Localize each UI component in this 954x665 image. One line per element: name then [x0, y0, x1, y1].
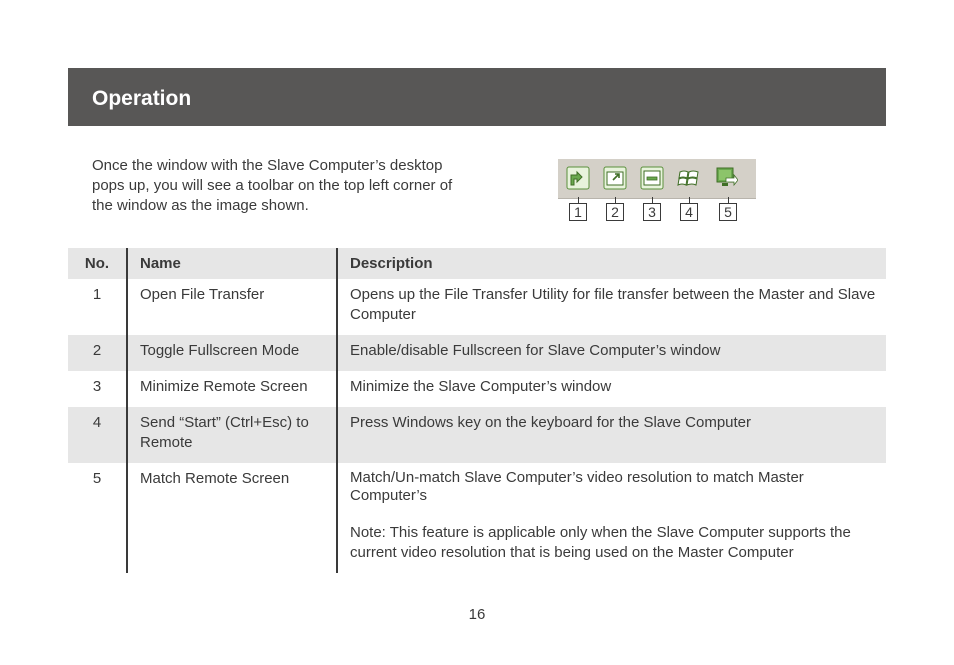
intro-paragraph: Once the window with the Slave Computer’s desktop pops up, you will see a toolbar on the top left corner of the window as the image shown. — [92, 157, 453, 214]
table-row — [68, 463, 886, 573]
callout-number: 3 — [643, 203, 661, 221]
row-number: 5 — [92, 470, 102, 487]
row-description: Match/Un-match Slave Computer’s video resolution to match Master Computer’s — [350, 469, 804, 504]
row-description: Enable/disable Fullscreen for Slave Computer’s window — [337, 335, 886, 371]
row-description: Press Windows key on the keyboard for the Slave Computer — [337, 407, 886, 463]
page-number: 16 — [468, 606, 486, 623]
row-description-cell — [337, 463, 886, 573]
table-row — [68, 279, 886, 335]
header-no: No. — [68, 248, 127, 279]
table-row — [68, 407, 886, 463]
row-name: Send “Start” (Ctrl+Esc) to Remote — [127, 407, 337, 463]
windows-start-icon — [677, 166, 701, 190]
header-description: Description — [337, 248, 886, 279]
row-name: Minimize Remote Screen — [127, 371, 337, 407]
minimize-icon — [640, 166, 664, 190]
open-file-transfer-icon — [566, 166, 590, 190]
table-row — [68, 335, 886, 371]
operations-table — [68, 248, 886, 573]
match-screen-icon — [714, 166, 738, 190]
row-name: Toggle Fullscreen Mode — [127, 335, 337, 371]
callout-number: 5 — [719, 203, 737, 221]
header-name: Name — [127, 248, 337, 279]
row-number: 2 — [68, 335, 127, 371]
row-note: Note: This feature is applicable only when the Slave Computer supports the current video resolution that is being used on the Master Computer — [350, 524, 851, 561]
table-header-row — [68, 248, 886, 279]
callout-number: 2 — [606, 203, 624, 221]
row-number: 1 — [92, 286, 102, 303]
callout-number: 1 — [569, 203, 587, 221]
row-number: 4 — [68, 407, 127, 463]
toolbar-image — [558, 159, 756, 199]
row-description: Opens up the File Transfer Utility for file transfer between the Master and Slave Computer — [337, 279, 886, 335]
row-name: Open File Transfer — [127, 279, 337, 335]
table-row — [68, 371, 886, 407]
section-header — [68, 68, 886, 126]
row-number: 3 — [92, 378, 102, 395]
callout-number: 4 — [680, 203, 698, 221]
row-name: Match Remote Screen — [127, 463, 337, 573]
fullscreen-toggle-icon — [603, 166, 627, 190]
row-description: Minimize the Slave Computer’s window — [337, 371, 886, 407]
section-title: Operation — [92, 87, 192, 110]
